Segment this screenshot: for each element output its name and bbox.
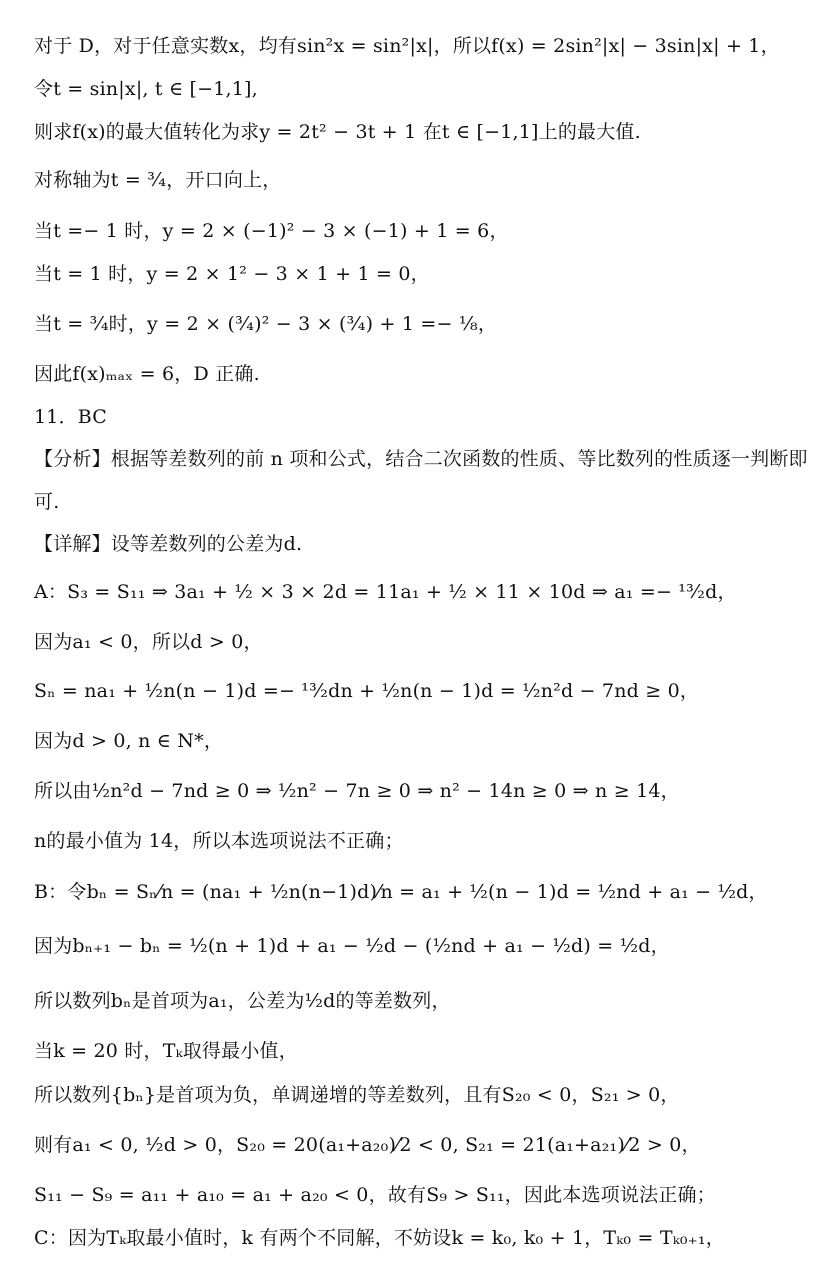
text-line-14: Sₙ = na₁ + ½n(n − 1)d =− ¹³⁄₂dn + ½n(n − 1)d = ½n²d − 7nd ≥ 0，: [34, 680, 700, 702]
text-line-5: 当t =− 1 时，y = 2 × (−1)² − 3 × (−1) + 1 = 6，: [34, 220, 509, 242]
text-line-analysis-cont: 可.: [34, 491, 60, 513]
text-line-6: 当t = 1 时，y = 2 × 1² − 3 × 1 + 1 = 0，: [34, 263, 430, 285]
text-line-detail: 【详解】设等差数列的公差为d.: [34, 533, 303, 555]
text-line-8: 因此f(x)ₘₐₓ = 6，D 正确.: [34, 363, 260, 385]
text-line-3: 则求f(x)的最大值转化为求y = 2t² − 3t + 1 在t ∈ [−1,1]上的最大值.: [34, 121, 641, 143]
text-line-24: S₁₁ − S₉ = a₁₁ + a₁₀ = a₁ + a₂₀ < 0，故有S₉ > S₁₁，因此本选项说法正确；: [34, 1184, 716, 1206]
text-line-23: 则有a₁ < 0, ½d > 0，S₂₀ = 20(a₁+a₂₀)⁄2 < 0, S₂₁ = 21(a₁+a₂₁)⁄2 > 0，: [34, 1134, 701, 1156]
text-line-analysis: 【分析】根据等差数列的前 n 项和公式，结合二次函数的性质、等比数列的性质逐一判断即: [34, 448, 808, 470]
text-line-17: n的最小值为 14，所以本选项说法不正确；: [34, 830, 404, 852]
text-line-7: 当t = ³⁄₄时，y = 2 × (³⁄₄)² − 3 × (³⁄₄) + 1 =− ¹⁄₈，: [34, 313, 498, 335]
text-line-B: B：令bₙ = Sₙ⁄n = (na₁ + ½n(n−1)d)⁄n = a₁ + ½(n − 1)d = ½nd + a₁ − ½d，: [34, 881, 768, 903]
text-line-C: C：因为Tₖ取最小值时，k 有两个不同解，不妨设k = k₀, k₀ + 1，Tₖ₀ = Tₖ₀₊₁，: [34, 1227, 725, 1249]
text-line-1: 对于 D，对于任意实数x，均有sin²x = sin²|x|，所以f(x) = 2sin²|x| − 3sin|x| + 1，: [34, 35, 780, 57]
text-line-A: A：S₃ = S₁₁ ⇒ 3a₁ + ½ × 3 × 2d = 11a₁ + ½ × 11 × 10d ⇒ a₁ =− ¹³⁄₂d，: [34, 581, 737, 603]
text-line-19: 因为bₙ₊₁ − bₙ = ½(n + 1)d + a₁ − ½d − (½nd + a₁ − ½d) = ½d，: [34, 935, 670, 957]
text-line-13: 因为a₁ < 0，所以d > 0，: [34, 631, 263, 653]
text-line-4: 对称轴为t = ³⁄₄，开口向上，: [34, 169, 282, 191]
text-line-2: 令t = sin|x|, t ∈ [−1,1],: [34, 78, 258, 100]
text-line-21: 当k = 20 时，Tₖ取得最小值，: [34, 1040, 298, 1062]
text-line-20: 所以数列bₙ是首项为a₁，公差为½d的等差数列，: [34, 990, 451, 1012]
question-number: 11．BC: [34, 406, 108, 428]
text-line-15: 因为d > 0, n ∈ N*，: [34, 730, 224, 752]
text-line-16: 所以由½n²d − 7nd ≥ 0 ⇒ ½n² − 7n ≥ 0 ⇒ n² − 14n ≥ 0 ⇒ n ≥ 14，: [34, 780, 680, 802]
text-line-22: 所以数列{bₙ}是首项为负，单调递增的等差数列，且有S₂₀ < 0，S₂₁ > 0，: [34, 1084, 680, 1106]
